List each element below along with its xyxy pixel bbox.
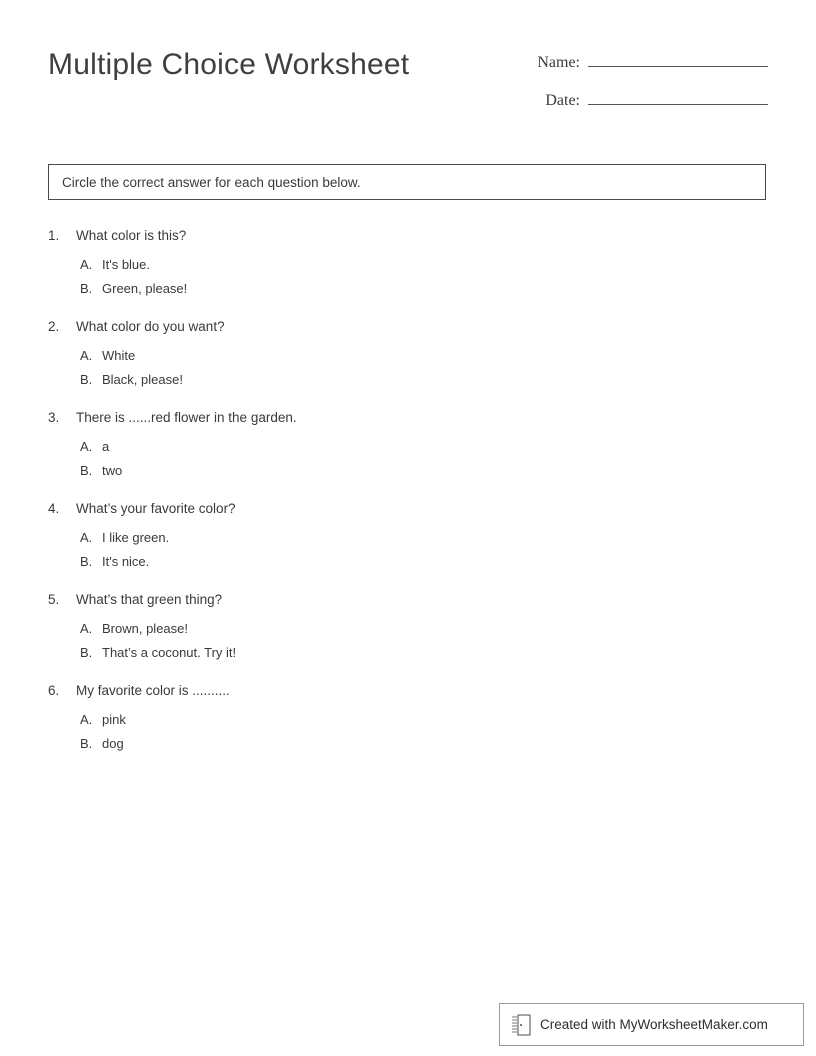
question-text: What color do you want? (76, 319, 225, 334)
question-item (48, 319, 766, 387)
question-number: 3. (48, 410, 60, 425)
date-input-line[interactable] (588, 86, 768, 105)
choice-text: Black, please! (102, 372, 183, 387)
choice-item[interactable] (80, 439, 766, 454)
choice-list (80, 257, 766, 296)
question-number: 1. (48, 228, 60, 243)
choice-text: Brown, please! (102, 621, 188, 636)
question-item (48, 592, 766, 660)
question-row (48, 592, 766, 607)
student-info-fields (518, 48, 768, 124)
choice-text: a (102, 439, 110, 454)
choice-item[interactable] (80, 736, 766, 751)
choice-letter: A. (80, 530, 93, 545)
choice-item[interactable] (80, 530, 766, 545)
choice-letter: A. (80, 621, 93, 636)
choice-list (80, 712, 766, 751)
page-title: Multiple Choice Worksheet (48, 48, 410, 81)
choice-list (80, 621, 766, 660)
question-item (48, 228, 766, 296)
question-row (48, 501, 766, 516)
choice-letter: B. (80, 281, 93, 296)
badge-label: Created with MyWorksheetMaker.com (540, 1017, 768, 1032)
date-field-row (518, 86, 768, 124)
worksheet-maker-logo-icon (512, 1014, 532, 1036)
date-label: Date: (545, 92, 580, 109)
question-text: There is ......red flower in the garden. (76, 410, 297, 425)
question-row (48, 410, 766, 425)
question-row (48, 228, 766, 243)
choice-item[interactable] (80, 645, 766, 660)
choice-text: dog (102, 736, 124, 751)
instructions-text: Circle the correct answer for each question below. (62, 174, 361, 190)
choice-letter: B. (80, 645, 93, 660)
choice-item[interactable] (80, 621, 766, 636)
questions-list (48, 228, 766, 774)
question-item (48, 501, 766, 569)
choice-letter: B. (80, 736, 93, 751)
choice-letter: B. (80, 554, 93, 569)
choice-text: White (102, 348, 136, 363)
question-item (48, 410, 766, 478)
question-text: What’s that green thing? (76, 592, 223, 607)
choice-item[interactable] (80, 257, 766, 272)
instructions-box (48, 164, 766, 200)
choice-list (80, 348, 766, 387)
choice-list (80, 530, 766, 569)
question-text: What’s your favorite color? (76, 501, 236, 516)
choice-text: It's blue. (102, 257, 151, 272)
choice-item[interactable] (80, 281, 766, 296)
choice-text: pink (102, 712, 126, 727)
choice-letter: A. (80, 712, 93, 727)
name-input-line[interactable] (588, 48, 768, 67)
choice-item[interactable] (80, 348, 766, 363)
name-field-row (518, 48, 768, 86)
choice-item[interactable] (80, 372, 766, 387)
question-number: 6. (48, 683, 60, 698)
choice-letter: A. (80, 439, 93, 454)
choice-text: two (102, 463, 123, 478)
question-text: What color is this? (76, 228, 187, 243)
question-number: 4. (48, 501, 60, 516)
choice-text: It's nice. (102, 554, 150, 569)
question-text: My favorite color is .......... (76, 683, 230, 698)
choice-item[interactable] (80, 554, 766, 569)
choice-list (80, 439, 766, 478)
choice-letter: A. (80, 257, 93, 272)
worksheet-maker-badge[interactable] (499, 1003, 804, 1046)
question-row (48, 319, 766, 334)
question-number: 5. (48, 592, 60, 607)
choice-letter: A. (80, 348, 93, 363)
choice-letter: B. (80, 463, 93, 478)
question-row (48, 683, 766, 698)
choice-letter: B. (80, 372, 93, 387)
worksheet-header (48, 40, 768, 130)
choice-text: That’s a coconut. Try it! (102, 645, 237, 660)
choice-item[interactable] (80, 712, 766, 727)
question-item (48, 683, 766, 751)
choice-text: Green, please! (102, 281, 188, 296)
name-label: Name: (537, 54, 580, 71)
choice-item[interactable] (80, 463, 766, 478)
choice-text: I like green. (102, 530, 170, 545)
question-number: 2. (48, 319, 60, 334)
